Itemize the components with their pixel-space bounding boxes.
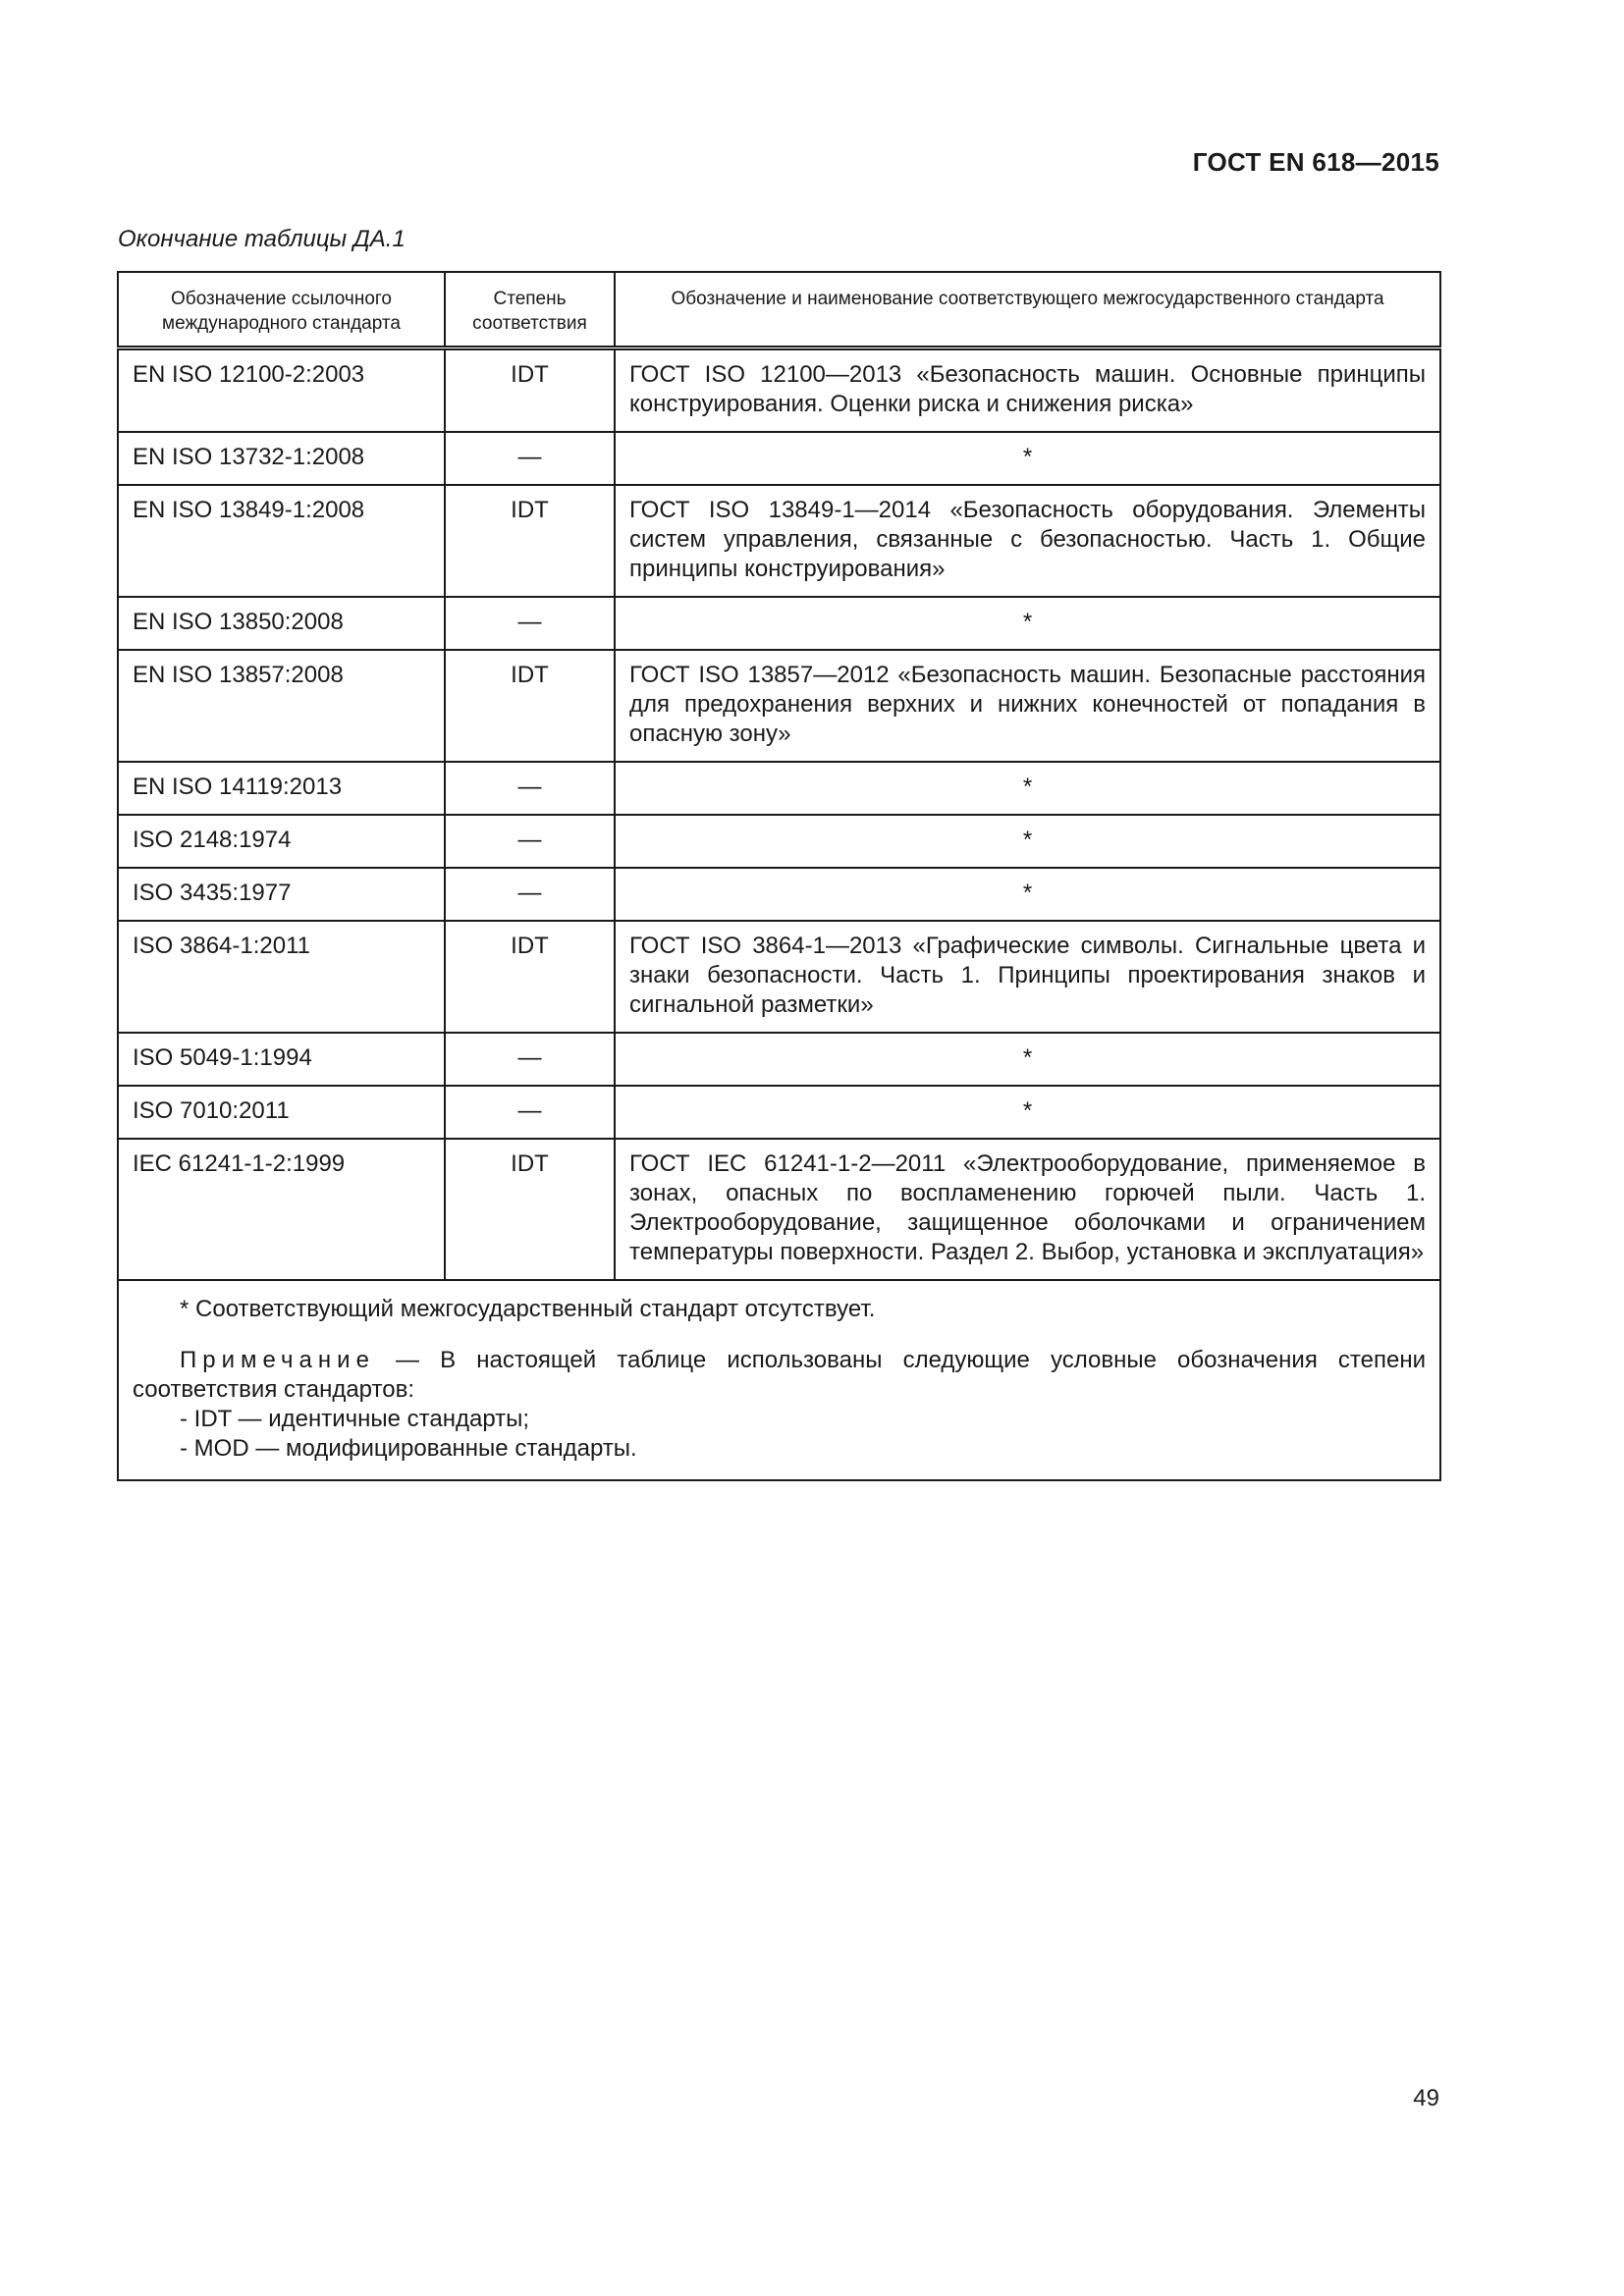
note-item-mod: - MOD — модифицированные стандарты.: [180, 1435, 637, 1462]
table-row: [118, 432, 1440, 485]
column-header-degree: Степень соответствия: [445, 272, 615, 348]
reference-cell: IEC 61241-1-2:1999: [118, 1139, 445, 1280]
reference-cell: EN ISO 13849-1:2008: [118, 485, 445, 597]
gost-cell: *: [615, 1086, 1440, 1139]
degree-cell: —: [445, 815, 615, 868]
gost-cell: ГОСТ ISO 3864-1—2013 «Графические символы. Сигнальные цвета и знаки безопасности. Часть 1. Принципы проектирования знаков и сигнальной разметки»: [615, 921, 1440, 1033]
footnote-cell: [118, 1280, 1440, 1480]
page-number: 49: [1413, 2085, 1439, 2111]
table-body: [118, 348, 1440, 1481]
table-header-row: [118, 272, 1440, 348]
table-row: [118, 348, 1440, 433]
gost-cell: ГОСТ ISO 13849-1—2014 «Безопасность оборудования. Элементы систем управления, связанные с безопасностью. Часть 1. Общие принципы конструирования»: [615, 485, 1440, 597]
degree-cell: IDT: [445, 650, 615, 762]
reference-cell: EN ISO 12100-2:2003: [118, 348, 445, 433]
gost-cell: ГОСТ ISO 13857—2012 «Безопасность машин. Безопасные расстояния для предохранения верхних и нижних конечностей от попадания в опасную зону»: [615, 650, 1440, 762]
reference-cell: EN ISO 13732-1:2008: [118, 432, 445, 485]
degree-cell: —: [445, 868, 615, 921]
table-row: [118, 1086, 1440, 1139]
degree-cell: IDT: [445, 348, 615, 433]
footnote-text: * Соответствующий межгосударственный стандарт отсутствует.: [180, 1296, 876, 1322]
gost-cell: ГОСТ IEC 61241-1-2—2011 «Электрооборудование, применяемое в зонах, опасных по воспламенению горючей пыли. Часть 1. Электрооборудование, защищенное оболочками и ограничением температуры поверхности. Раздел 2. Выбор, установка и эксплуатация»: [615, 1139, 1440, 1280]
reference-cell: EN ISO 13850:2008: [118, 597, 445, 650]
gost-cell: *: [615, 1033, 1440, 1086]
table-row: [118, 1033, 1440, 1086]
note-paragraph: [133, 1346, 1426, 1405]
degree-cell: IDT: [445, 485, 615, 597]
reference-cell: ISO 3864-1:2011: [118, 921, 445, 1033]
note-label: Примечание: [180, 1347, 375, 1373]
degree-cell: IDT: [445, 921, 615, 1033]
table-row: [118, 485, 1440, 597]
table-caption: Окончание таблицы ДА.1: [118, 226, 406, 252]
gost-cell: *: [615, 597, 1440, 650]
table-row: [118, 762, 1440, 815]
reference-cell: ISO 3435:1977: [118, 868, 445, 921]
table-row: [118, 597, 1440, 650]
degree-cell: —: [445, 762, 615, 815]
column-header-reference: Обозначение ссылочного международного стандарта: [118, 272, 445, 348]
reference-cell: EN ISO 14119:2013: [118, 762, 445, 815]
reference-cell: EN ISO 13857:2008: [118, 650, 445, 762]
gost-cell: ГОСТ ISO 12100—2013 «Безопасность машин. Основные принципы конструирования. Оценки риска и снижения риска»: [615, 348, 1440, 433]
note-text: — В настоящей таблице использованы следующие условные обозначения степени соответствия стандартов:: [133, 1347, 1426, 1403]
column-header-gost: Обозначение и наименование соответствующего межгосударственного стандарта: [615, 272, 1440, 348]
degree-cell: —: [445, 1086, 615, 1139]
table-row: [118, 868, 1440, 921]
table-row: [118, 815, 1440, 868]
table-footnote-row: [118, 1280, 1440, 1480]
document-header: ГОСТ EN 618—2015: [1192, 147, 1439, 177]
table-row: [118, 650, 1440, 762]
gost-cell: *: [615, 815, 1440, 868]
degree-cell: —: [445, 432, 615, 485]
table-row: [118, 921, 1440, 1033]
table-row: [118, 1139, 1440, 1280]
degree-cell: IDT: [445, 1139, 615, 1280]
reference-cell: ISO 2148:1974: [118, 815, 445, 868]
gost-cell: *: [615, 762, 1440, 815]
reference-cell: ISO 5049-1:1994: [118, 1033, 445, 1086]
gost-cell: *: [615, 432, 1440, 485]
note-item-idt: - IDT — идентичные стандарты;: [180, 1406, 530, 1432]
reference-cell: ISO 7010:2011: [118, 1086, 445, 1139]
degree-cell: —: [445, 597, 615, 650]
degree-cell: —: [445, 1033, 615, 1086]
reference-standards-table: [117, 271, 1441, 1481]
gost-cell: *: [615, 868, 1440, 921]
